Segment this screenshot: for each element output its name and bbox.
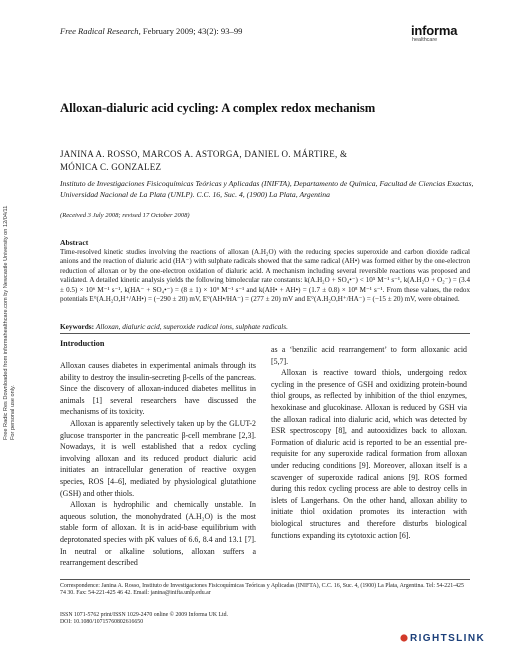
rightslink-label: RIGHTSLINK xyxy=(410,633,486,644)
paragraph: Alloxan is apparently selectively taken up by the GLUT-2 glucose transporter in the pancreatic β-cell membrane [2,3]. Nowadays, it is well established that a redox cycling involving alloxan and its reduced product dialuric acid initiates an intracellular generation of reactive oxygen species, ROS [4–6], mediated by physiological glutathione (GSH) and other thiols. xyxy=(60,418,256,498)
abstract-heading: Abstract xyxy=(60,238,89,247)
journal-citation xyxy=(60,26,242,36)
author-line: MÓNICA C. GONZALEZ xyxy=(60,162,162,172)
publisher-logo xyxy=(411,24,467,44)
issn-line: ISSN 1071-5762 print/ISSN 1029-2470 online © 2009 Informa UK Ltd. xyxy=(60,612,228,618)
paragraph: Alloxan is hydrophilic and chemically unstable. In aqueous solution, the monohydrated (A.H₂O) is the most stable form of alloxan. It is in acid-base equilibrium with deprotonated species with pK values of 6.6, 8.4 and 13.1 [7]. In neutral or alkaline solutions, alloxan suffers a rearrangement described xyxy=(60,500,256,568)
journal-name: Free Radical Research, xyxy=(60,26,141,36)
abstract-text: Time-resolved kinetic studies involving the reactions of alloxan (A.H₂O) with the reducing species superoxide and carbon dioxide radical anions and the reaction of dialuric acid (HA⁻) with sulphate radicals showed that the same radical (AH•) was formed either by the one-electron reduction of alloxan or by the one-electron oxidation of dialuric acid. A mechanism including several reversible reactions was proposed and validated. A detailed kinetic analysis yields the following bimolecular rate constants: k(A.H₂O + SO₄•⁻) < 10⁵ M⁻¹ s⁻¹, k(A.H₂O + O₂⁻) = (3.4 ± 0.5) × 10⁶ M⁻¹ s⁻¹, k(HA⁻ + SO₄•⁻) = (8 ± 1) × 10⁹ M⁻¹ s⁻¹ and k(AH• + AH•) = (1.7 ± 0.8) × 10⁸ M⁻¹ s⁻¹. From these values, the redox potentials E°(A.H₂O,H⁺/AH•) = (−290 ± 20) mV, E°(AH•/HA⁻) = (277 ± 20) mV and E°(A.H₂O,H⁺/HA⁻) = (−15 ± 20) mV, were obtained. xyxy=(60,248,470,304)
publication-info xyxy=(60,612,228,627)
journal-issue: February 2009; 43(2): 93–99 xyxy=(142,26,243,36)
affiliation: Instituto de Investigaciones Fisicoquímicas Teóricas y Aplicadas (INIFTA), Departamento de Química, Facultad de Ciencias Exactas, Universidad Nacional de La Plata (UNLP). C.C. 16, Suc. 4, (1900) La Plata, Argentina xyxy=(60,179,474,199)
keywords xyxy=(60,322,470,331)
author-list xyxy=(60,148,460,174)
author-line: JANINA A. ROSSO, MARCOS A. ASTORGA, DANIEL O. MÁRTIRE, & xyxy=(60,149,348,159)
article-title: Alloxan-dialuric acid cycling: A complex redox mechanism xyxy=(60,101,376,115)
rightslink-dot-icon xyxy=(400,634,408,642)
doi-line: DOI: 10.1080/10715760802616650 xyxy=(60,619,144,626)
received-dates: (Received 3 July 2008; revised 17 October 2008) xyxy=(60,212,190,219)
paragraph: Alloxan is reactive toward thiols, undergoing redox cycling in the presence of GSH and oxidizing protein-bound thiol groups, as reflected by inhibition of the thiol enzymes, hexokinase and glucokinase. Alloxan is reduced by GSH via the alloxan radical into dialuric acid, which was detected by ESR spectroscopy [8], and autooxidizes back to alloxan. Formation of dialuric acid is reported to be an essential pre-requisite for any superoxide radical formation from alloxan under reducing conditions [9]. Moreover, alloxan itself is a scavenger of superoxide radical anions [9]. ROS formed during this redox cycling process are able to destroy cells in islets of Langerhans. On the other hand, alloxan ability to initiate thiol oxidation promotes its interaction with biological structures and therefore disturbs biological functions expanding its cytotoxic action [6]. xyxy=(271,368,467,540)
paragraph: as a ‘benzilic acid rearrangement’ to form alloxanic acid [5,7]. xyxy=(271,345,467,366)
right-column xyxy=(271,339,467,541)
download-notice-line: Free Radic Res Downloaded from informahealthcare.com by Newcastle University on 12/04/11 xyxy=(3,205,9,440)
section-heading: Introduction xyxy=(60,339,105,348)
correspondence-note: Correspondence: Janina A. Rosso, Instituto de Investigaciones Fisicoquímicas Teóricas y Aplicadas (INIFTA), C.C. 16, Suc. 4, (1900) La Plata, Argentina. Tel: 54-221-425 74 30. Fax: 54-221-425 46 42. Email: janina@inifta.unlp.edu.ar xyxy=(60,583,464,597)
publisher-logo-word: informa xyxy=(411,23,458,38)
keywords-values: Alloxan, dialuric acid, superoxide radical ions, sulphate radicals. xyxy=(95,322,288,331)
abstract xyxy=(60,238,470,304)
download-notice xyxy=(3,200,21,440)
publisher-logo-sub: healthcare xyxy=(412,37,438,43)
rightslink-logo[interactable] xyxy=(400,633,485,644)
footer-divider xyxy=(60,579,470,580)
keywords-label: Keywords: xyxy=(60,322,95,331)
left-column xyxy=(60,339,256,569)
section-divider xyxy=(60,333,470,334)
download-notice-line: For personal use only. xyxy=(10,385,16,440)
paragraph: Alloxan causes diabetes in experimental animals through its ability to destroy the insulin-secreting β-cells of the pancreas. Since the discovery of alloxan-induced diabetes mellitus in animals [1] several researchers have discussed the mechanisms of its toxicity. xyxy=(60,361,256,417)
